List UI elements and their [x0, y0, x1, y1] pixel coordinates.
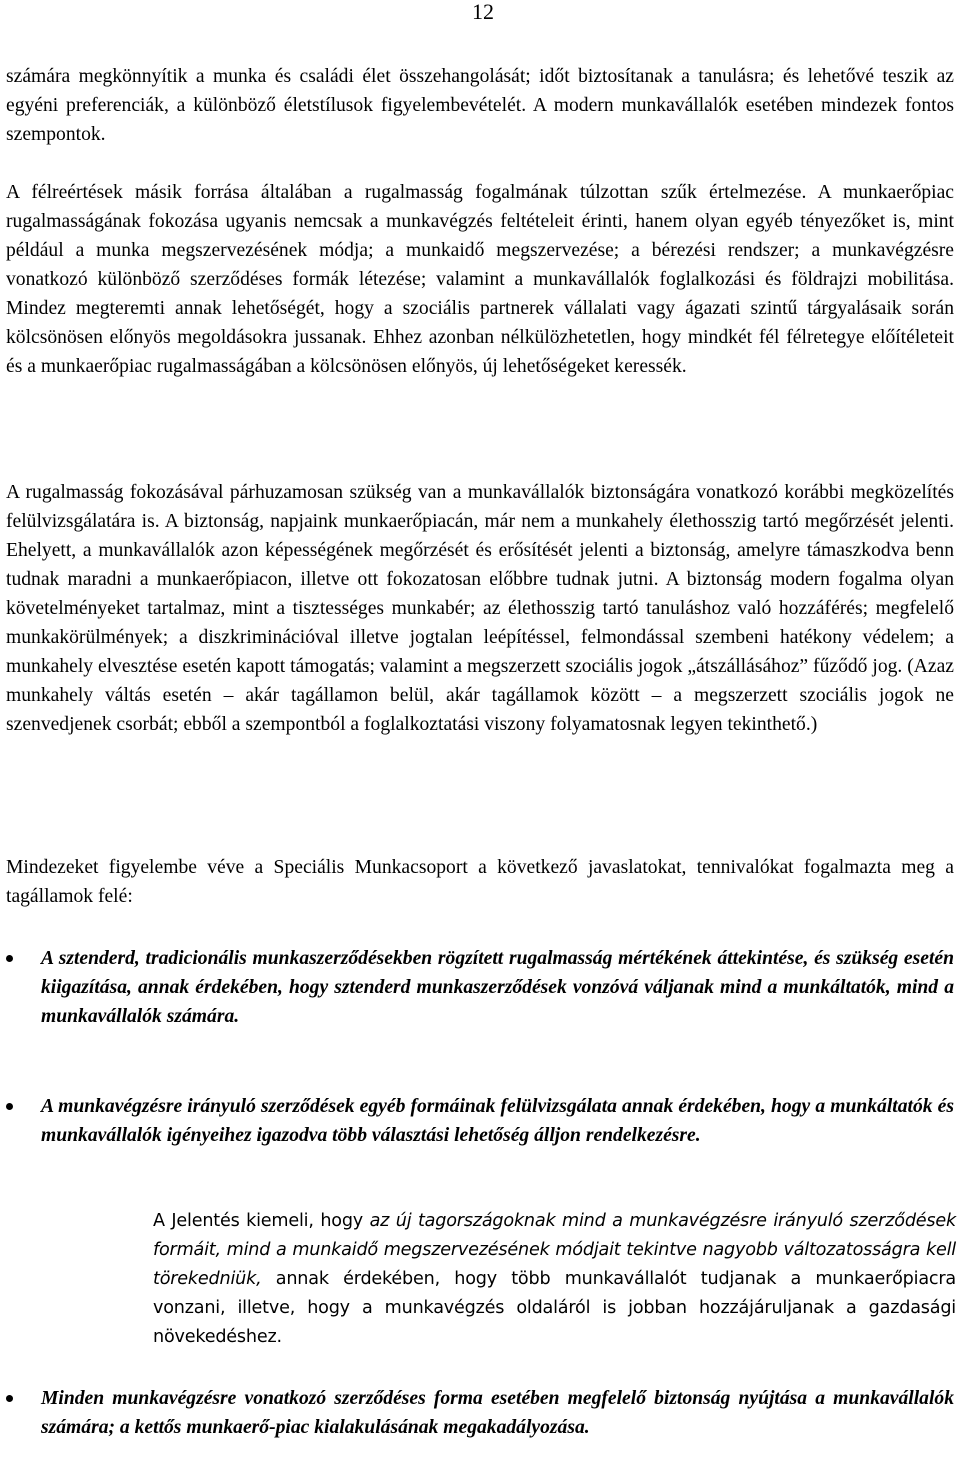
bullet-dot-icon: [6, 1103, 13, 1110]
bullet-text: A munkavégzésre irányuló szerződések egyéb formáinak felülvizsgálata annak érdekében, hogy a munkáltatók és munkavállalók igényeihez igazodva több választási lehetőség álljon rendelkezésre.: [41, 1096, 954, 1146]
quote-emphasis: az új tagországoknak mind a munkavégzésre irányuló szerződések formáit, mind a munkaidő megszervezésének módjait tekintve nagyobb változatosságra kell törekedniük,: [153, 1211, 956, 1289]
bullet-text: A sztenderd, tradicionális munkaszerződésekben rögzített rugalmasság mértékének áttekintése, és szükség esetén kiigazítása, annak érdekében, hogy sztenderd munkaszerződések vonzóvá váljanak mind a munkáltatók, mind a munkavállalók számára.: [41, 948, 954, 1027]
bullet-text: Minden munkavégzésre vonatkozó szerződéses forma esetében megfelelő biztonság nyújtása a munkavállalók számára; a kettős munkaerő-piac kialakulásának megakadályozása.: [41, 1388, 954, 1438]
bullet-item-3: [6, 1384, 954, 1442]
quote-rest: annak érdekében, hogy több munkavállalót tudjanak a munkaerőpiacra vonzani, illetve, hogy a munkavégzés oldaláról is jobban hozzájáruljanak a gazdasági növekedéshez.: [153, 1269, 956, 1347]
bullet-item-1: [6, 944, 954, 1031]
bullet-item-2: [6, 1092, 954, 1150]
body-paragraph-3: Mindezeket figyelembe véve a Speciális Munkacsoport a következő javaslatokat, tennivalókat fogalmazta meg a tagállamok felé:: [6, 857, 954, 907]
body-paragraph-2: A rugalmasság fokozásával párhuzamosan szükség van a munkavállalók biztonságára vonatkozó korábbi megközelítés felülvizsgálatára is. A biztonság, napjaink munkaerőpiacán, már nem a munkahely élethosszig tartó megőrzését jelenti. Ehelyett, a munkavállalók azon képességének megőrzését és erősítését jelenti a biztonság, amelyre támaszkodva benn tudnak maradni a munkaerőpiacon, illetve ott fokozatosan előbbre tudnak jutni. A biztonság modern fogalma olyan követelményeket tartalmaz, mint a tisztességes munkabér; az élethosszig tartó tanuláshoz való hozzáférés; megfelelő munkakörülmények; a diszkriminációval illetve jogtalan leépítéssel, felmondással szembeni hatékony védelem; a munkahely elvesztése esetén kapott támogatás; valamint a megszerzett szociális jogok „átszállásához” fűződő jog. (Azaz munkahely váltás esetén – akár tagállamon belül, akár tagállamok között – a megszerzett szociális jogok ne szenvedjenek csorbát; ebből a szempontból a foglalkoztatási viszony folyamatosnak legyen tekinthető.): [6, 482, 954, 735]
quote-lead: A Jelentés kiemeli, hogy: [153, 1211, 370, 1231]
bullet-dot-icon: [6, 1395, 13, 1402]
bullet-dot-icon: [6, 955, 13, 962]
block-quote: [153, 1207, 956, 1352]
body-paragraph-1: számára megkönnyítik a munka és családi élet összehangolását; időt biztosítanak a tanulásra; és lehetővé teszik az egyéni preferenciák, a különböző életstílusok figyelembevételét. A modern munkavállalók esetében mindezek fontos szempontok. A félreértések másik forrása általában a rugalmasság fogalmának túlzottan szűk értelmezése. A munkaerőpiac rugalmasságának fokozása ugyanis nemcsak a munkavégzés feltételeit érinti, hanem olyan egyéb tényezőket is, mint például a munka megszervezésének módja; a munkaidő megszervezése; a bérezési rendszer; a munkavégzésre vonatkozó különböző szerződéses formák létezése; valamint a munkavállalók foglalkozási és földrajzi mobilitása. Mindez megteremti annak lehetőségét, hogy a szociális partnerek vállalati vagy ágazati szintű tárgyalásaik során kölcsönösen előnyös megoldásokra jussanak. Ehhez azonban nélkülözhetetlen, hogy mindkét fél félretegye előítéleteit és a munkaerőpiac rugalmasságában a kölcsönösen előnyös, új lehetőségeket keressék.: [6, 66, 954, 377]
page-number: 12: [472, 0, 494, 24]
